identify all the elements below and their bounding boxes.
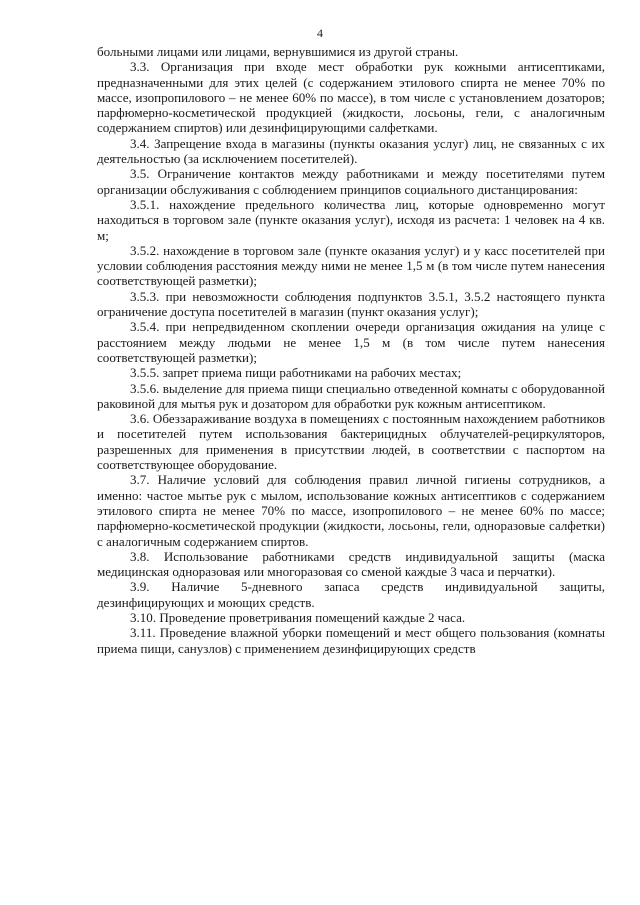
paragraph-3-5-5: 3.5.5. запрет приема пищи работниками на рабочих местах; xyxy=(130,365,462,381)
paragraph-3-5-4: 3.5.4. при непредвиденном скоплении очереди организация ожидания на улице с расстоянием между людьми не менее 1,5 м (в том числе путем нанесения соответствующей разметки); xyxy=(97,319,605,365)
paragraph-3-9: 3.9. Наличие 5-дневного запаса средств индивидуальной защиты, дезинфицирующих и моющих средств. xyxy=(97,579,605,610)
paragraph-3-7: 3.7. Наличие условий для соблюдения правил личной гигиены сотрудников, а именно: частое мытье рук с мылом, использование кожных антисептиков с содержанием этилового спирта не менее 70% по массе, изопропилового – не менее 60% по массе; парфюмерно-косметической продукции (жидкости, лосьоны, гели, одноразовые салфетки) с аналогичным содержанием спиртов. xyxy=(97,472,605,549)
document-body xyxy=(97,44,605,656)
paragraph-3-5-3: 3.5.3. при невозможности соблюдения подпунктов 3.5.1, 3.5.2 настоящего пункта ограничение доступа посетителей в магазин (пункт оказания услуг); xyxy=(97,288,605,320)
page-number: 4 xyxy=(317,26,323,40)
paragraph-3-11: 3.11. Проведение влажной уборки помещений и мест общего пользования (комнаты приема пищи, санузлов) с применением дезинфицирующих средств xyxy=(97,625,605,656)
paragraph-continuation: больными лицами или лицами, вернувшимися из другой страны. xyxy=(97,44,459,59)
paragraph-3-4: 3.4. Запрещение входа в магазины (пункты оказания услуг) лиц, не связанных с их деятельностью (за исключением посетителей). xyxy=(97,135,605,167)
paragraph-3-6: 3.6. Обеззараживание воздуха в помещениях с постоянным нахождением работников и посетителей путем использования бактерицидных облучателей-рециркуляторов, разрешенных для применения в присутствии людей, в соответствии с паспортом на соответствующее оборудование. xyxy=(97,411,605,473)
paragraph-3-5: 3.5. Ограничение контактов между работниками и между посетителями путем организации обслуживания с соблюдением принципов социального дистанцирования: xyxy=(97,166,605,197)
paragraph-3-8: 3.8. Использование работниками средств индивидуальной защиты (маска медицинская одноразовая или многоразовая со сменой каждые 3 часа и перчатки). xyxy=(97,548,605,580)
paragraph-3-5-1: 3.5.1. нахождение предельного количества лиц, которые одновременно могут находиться в торговом зале (пункте оказания услуг), исходя из расчета: 1 человек на 4 кв. м; xyxy=(97,196,605,243)
paragraph-3-3: 3.3. Организация при входе мест обработки рук кожными антисептиками, предназначенными для этих целей (с содержанием этилового спирта не менее 70% по массе, изопропилового – не менее 60% по массе), в том числе с установлением дозаторов; парфюмерно-косметической продукцией (жидкости, лосьоны, гели, с аналогичным содержанием спиртов) или дезинфицирующими салфетками. xyxy=(97,59,605,136)
paragraph-3-5-2: 3.5.2. нахождение в торговом зале (пункте оказания услуг) и у касс посетителей при условии соблюдения расстояния между ними не менее 1,5 м (в том числе путем нанесения соответствующей разметки); xyxy=(97,242,605,289)
paragraph-3-5-6: 3.5.6. выделение для приема пищи специально отведенной комнаты с оборудованной раковиной для мытья рук и дозатором для обработки рук кожным антисептиком. xyxy=(97,380,605,411)
paragraph-3-10: 3.10. Проведение проветривания помещений каждые 2 часа. xyxy=(130,609,466,625)
